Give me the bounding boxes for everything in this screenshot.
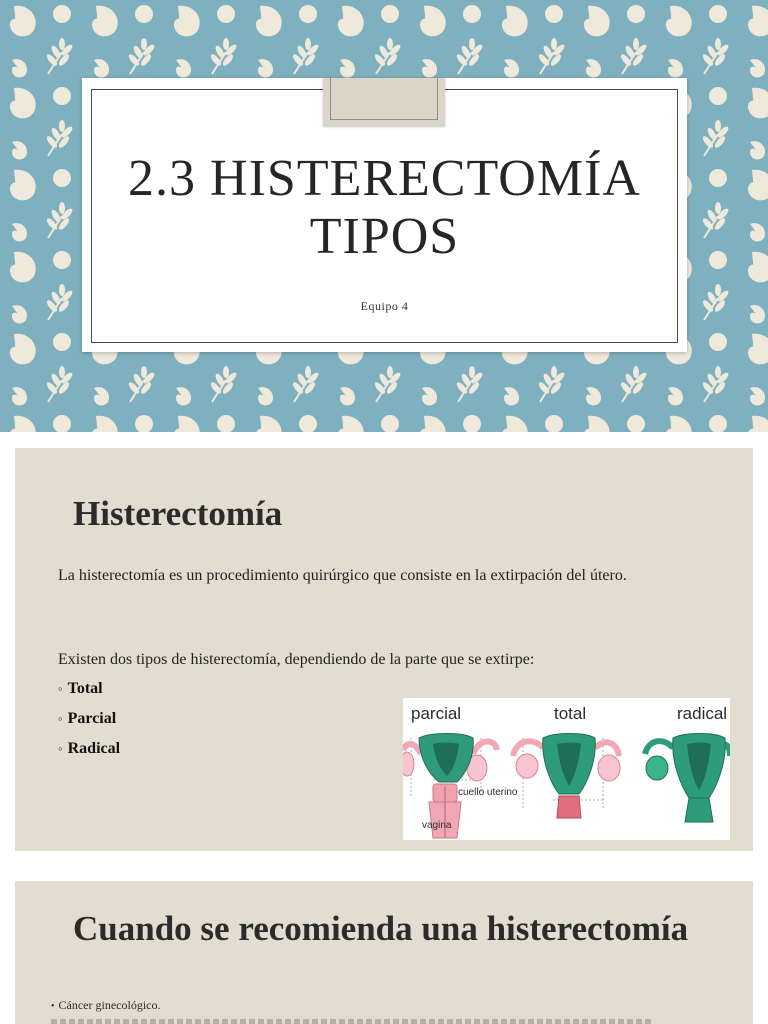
list-item-label: Parcial xyxy=(67,710,117,727)
title-card xyxy=(82,78,687,352)
figure-label-cuello-uterino: cuello uterino xyxy=(458,787,518,798)
title-slide xyxy=(0,0,768,432)
recomendaciones-slide xyxy=(15,881,753,1024)
slide-heading: Cuando se recomienda una histerectomía xyxy=(73,909,689,948)
list-item xyxy=(58,737,120,767)
slide-title-line1: 2.3 HISTERECTOMÍA xyxy=(128,150,641,207)
list-item-label: Total xyxy=(67,680,103,697)
list-item-label: Radical xyxy=(67,740,121,757)
histerectomia-slide xyxy=(15,448,753,851)
types-list xyxy=(58,677,120,767)
hysterectomy-types-figure xyxy=(403,698,730,840)
title-card-tab xyxy=(323,78,445,126)
uterus-total xyxy=(513,734,620,819)
uterus-radical xyxy=(645,734,730,823)
figure-label-parcial: parcial xyxy=(411,704,462,723)
cropped-text-line xyxy=(51,1019,651,1024)
bullet-icon: ◦ xyxy=(58,681,63,696)
types-intro-paragraph: Existen dos tipos de histerectomía, dependiendo de la parte que se extirpe: xyxy=(58,651,535,668)
figure-label-vagina: vagina xyxy=(422,820,452,831)
figure-label-total: total xyxy=(554,704,587,723)
list-item xyxy=(51,998,160,1013)
bullet-icon: • xyxy=(51,1001,55,1012)
slide-title xyxy=(82,150,687,266)
slide-subtitle: Equipo 4 xyxy=(360,299,409,313)
slide-title-line2: TIPOS xyxy=(309,208,460,265)
figure-label-radical: radical xyxy=(677,704,728,723)
list-item-label: Cáncer ginecológico. xyxy=(58,998,161,1012)
bullet-icon: ◦ xyxy=(58,741,63,756)
list-item xyxy=(58,707,120,737)
bullet-icon: ◦ xyxy=(58,711,63,726)
definition-paragraph: La histerectomía es un procedimiento quirúrgico que consiste en la extirpación del útero. xyxy=(58,567,627,584)
list-item xyxy=(58,677,120,707)
slide-heading: Histerectomía xyxy=(73,494,283,533)
